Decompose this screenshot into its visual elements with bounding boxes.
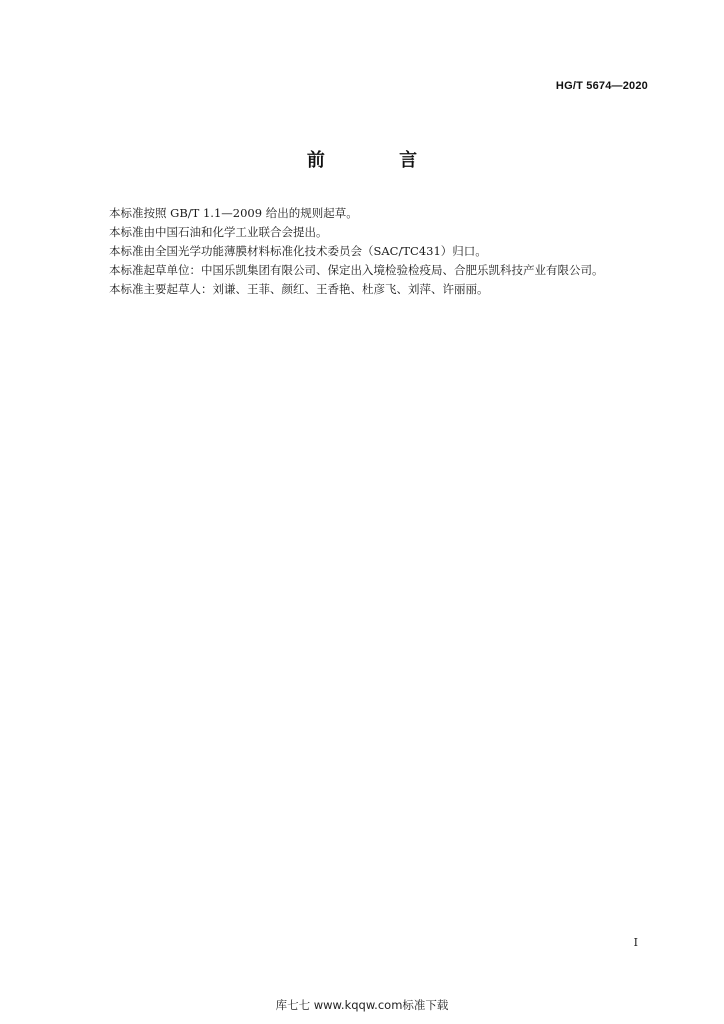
paragraph-drafting-units: 本标准起草单位：中国乐凯集团有限公司、保定出入境检验检疫局、合肥乐凯科技产业有限公司。 <box>109 263 604 277</box>
paragraph-proposer: 本标准由中国石油和化学工业联合会提出。 <box>109 225 328 239</box>
paragraph-drafting-rules: 本标准按照 GB/T 1.1—2009 给出的规则起草。 <box>109 206 358 220</box>
paragraph-committee: 本标准由全国光学功能薄膜材料标准化技术委员会（SAC/TC431）归口。 <box>109 244 487 258</box>
page-title: 前 言 <box>306 150 452 171</box>
standard-code: HG/T 5674—2020 <box>555 80 648 92</box>
page-number: I <box>633 936 638 949</box>
download-watermark: 库七七 www.kqqw.com标准下载 <box>275 998 449 1012</box>
foreword-body <box>86 204 646 299</box>
paragraph-drafters: 本标准主要起草人：刘谦、王菲、颜红、王香艳、杜彦飞、刘萍、许丽丽。 <box>109 282 489 296</box>
